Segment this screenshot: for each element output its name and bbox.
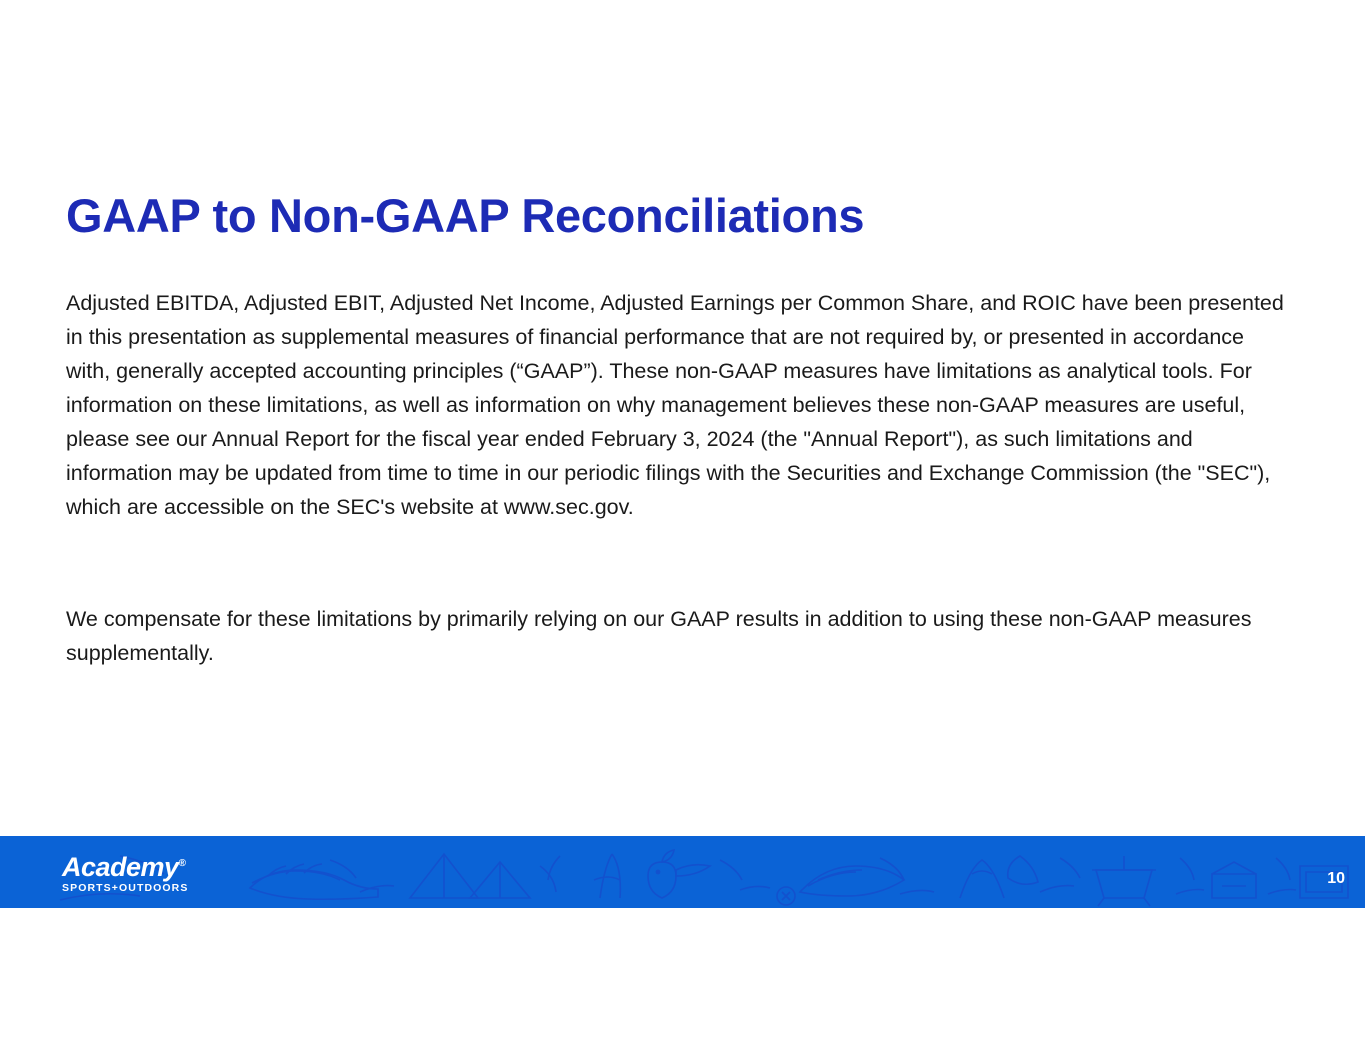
academy-logo: [62, 850, 222, 894]
page-title: GAAP to Non-GAAP Reconciliations: [66, 189, 865, 242]
footer-band: [0, 836, 1365, 908]
logo-tagline: SPORTS+OUTDOORS: [62, 882, 189, 894]
logo-wordmark: [62, 850, 222, 881]
page-number: 10: [1327, 870, 1345, 887]
body-paragraph-2: We compensate for these limitations by primarily relying on our GAAP results in addition to using these non-GAAP measures supplementally.: [66, 607, 1252, 665]
logo-wordmark-text: Academy: [62, 852, 179, 882]
logo-trademark: ®: [178, 858, 186, 869]
body-paragraph-1: Adjusted EBITDA, Adjusted EBIT, Adjusted Net Income, Adjusted Earnings per Common Share, and ROIC have been presented in this presentation as supplemental measures of financial performance that are not required by, or presented in accordance with, generally accepted accounting principles (“GAAP”). These non-GAAP measures have limitations as analytical tools. For information on these limitations, as well as information on why management believes these non-GAAP measures are useful, please see our Annual Report for the fiscal year ended February 3, 2024 (the "Annual Report"), as such limitations and information may be updated from time to time in our periodic filings with the Securities and Exchange Commission (the "SEC"), which are accessible on the SEC's website at www.sec.gov.: [66, 291, 1284, 519]
